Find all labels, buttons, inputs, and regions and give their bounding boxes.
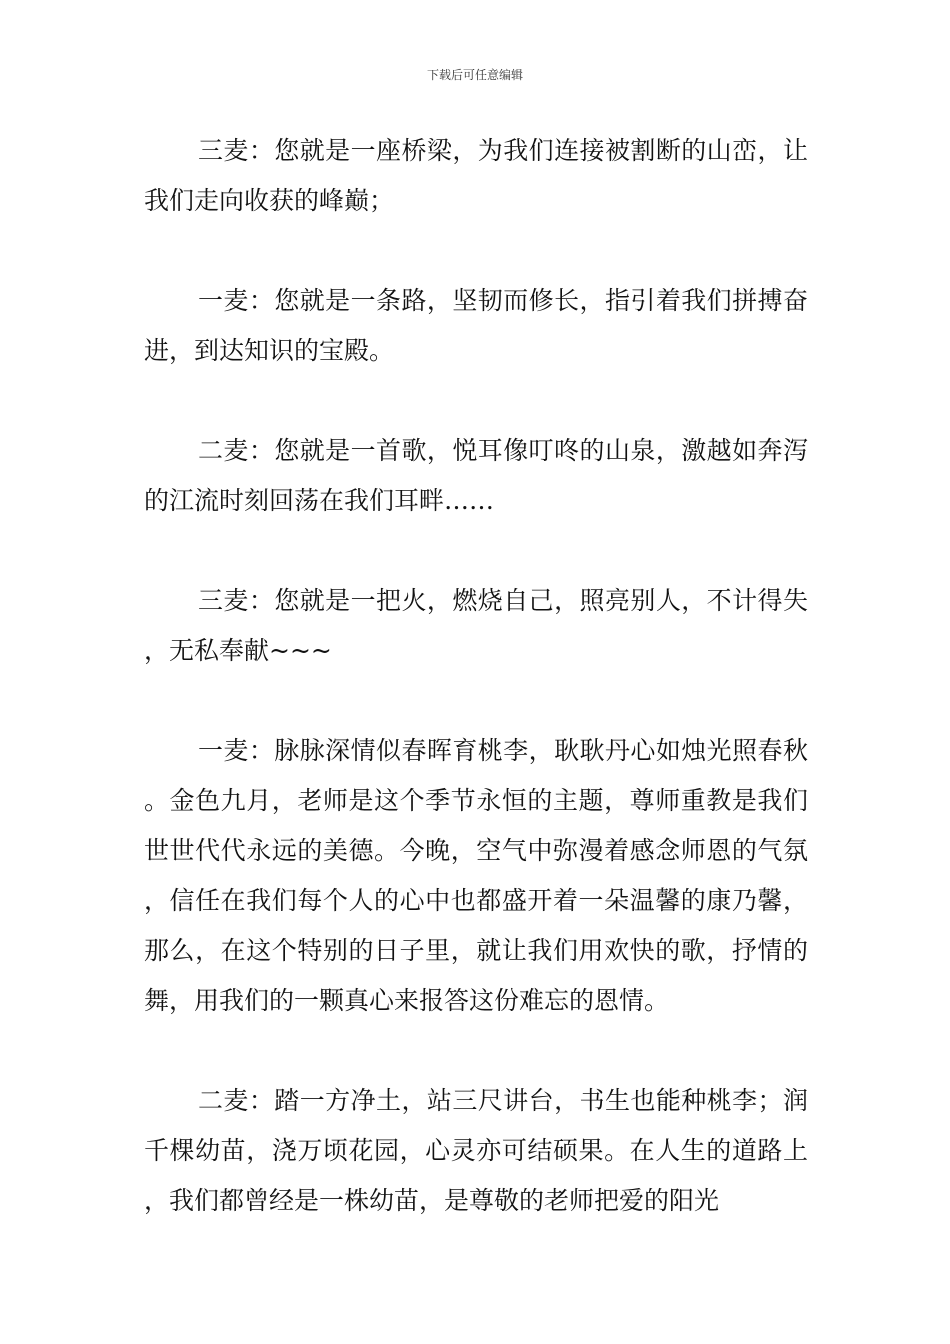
- paragraph-5: 一麦：脉脉深情似春晖育桃李，耿耿丹心如烛光照春秋。金色九月，老师是这个季节永恒的主题，尊师重教是我们世世代代永远的美德。今晚，空气中弥漫着感念师恩的气氛，信任在我们每个人的心中也都盛开着一朵温馨的康乃馨，那么，在这个特别的日子里，就让我们用欢快的歌，抒情的舞，用我们的一颗真心来报答这份难忘的恩情。: [144, 736, 808, 1015]
- page-header-note: 下载后可任意编辑: [426, 68, 523, 82]
- paragraph-4: 三麦：您就是一把火，燃烧自己，照亮别人，不计得失，无私奉献~~~: [144, 586, 808, 665]
- paragraph-2: 一麦：您就是一条路，坚韧而修长，指引着我们拼搏奋进，到达知识的宝殿。: [144, 286, 808, 365]
- document-body: [144, 126, 808, 1226]
- paragraph-6: 二麦：踏一方净土，站三尺讲台，书生也能种桃李；润千棵幼苗，浇万顷花园，心灵亦可结硕果。在人生的道路上，我们都曾经是一株幼苗，是尊敬的老师把爱的阳光: [144, 1086, 808, 1215]
- paragraph-1: 三麦：您就是一座桥梁，为我们连接被割断的山峦，让我们走向收获的峰巅；: [144, 136, 808, 215]
- paragraph-3: 二麦：您就是一首歌，悦耳像叮咚的山泉，激越如奔泻的江流时刻回荡在我们耳畔……: [144, 436, 808, 515]
